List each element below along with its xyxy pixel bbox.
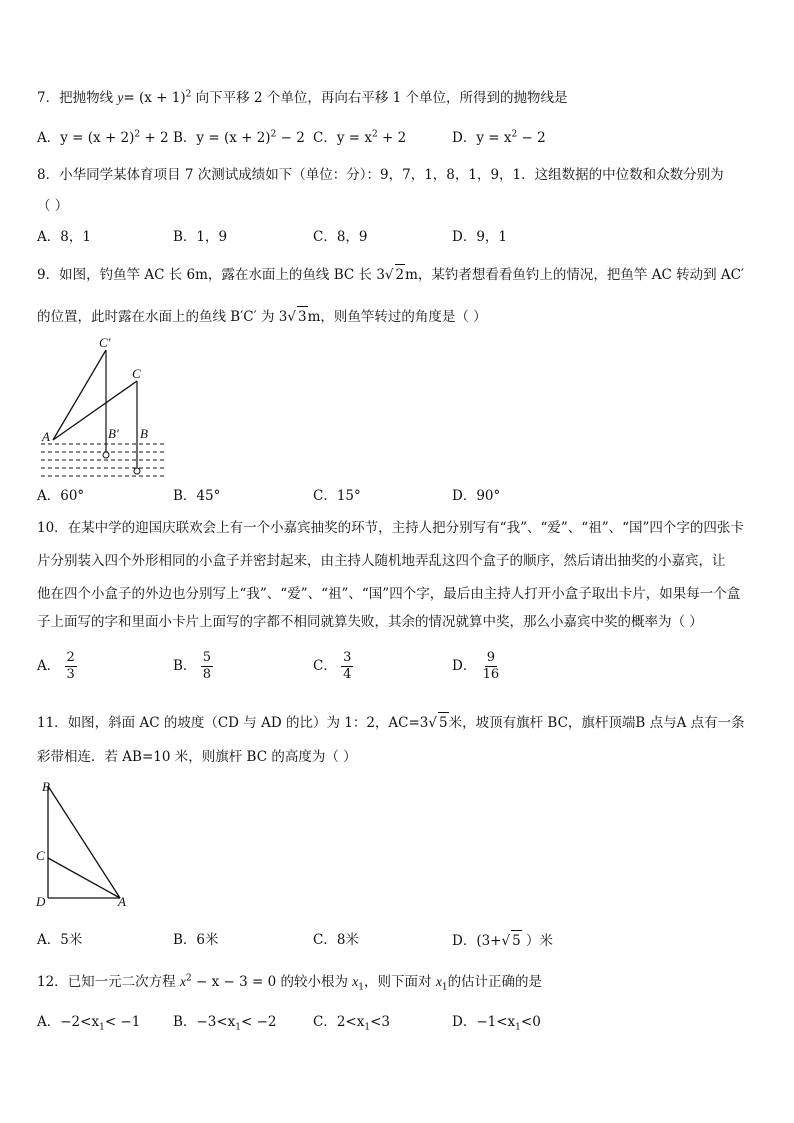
q11-stem-line1: 11．如图，斜面 AC 的坡度（CD 与 AD 的比）为 1：2，AC=3√ 5米，坡顶有旗杆 BC，旗杆顶端B 点与A 点有一条 — [37, 712, 745, 733]
sqrt-symbol: √ 5 — [428, 712, 448, 733]
q9-stem-line1: 9．如图，钓鱼竿 AC 长 6m，露在水面上的鱼线 BC 长 3√ 2m，某钓者想看看鱼钓上的情况，把鱼竿 AC 转动到 AC′ — [37, 264, 744, 285]
q7-option-a[interactable]: A．$y = (x + 2)^2 + 2$ — [37, 129, 169, 146]
q10-stem-line3: 他在四个小盒子的外边也分别写上“我”、“爱”、“祖”、“国”四个字，最后由主持人打开小盒子取出卡片，如果每一个盒 — [37, 586, 741, 602]
q10-option-a[interactable]: A． $\frac{2}{3}$ — [37, 650, 75, 682]
sqrt-symbol: √ 5 — [502, 930, 522, 951]
q12-option-c[interactable]: C．$2<x_1<3$ — [313, 1014, 390, 1033]
q10-stem-line2: 片分别装入四个外形相同的小盒子并密封起来，由主持人随机地弄乱这四个盒子的顺序，然后请出抽奖的小嘉宾，让 — [37, 553, 726, 569]
q8-option-b[interactable]: B．1，9 — [173, 229, 228, 245]
hook-b-prime — [103, 452, 109, 458]
q12-stem: 12．已知一元二次方程 $x^2 - x - 3 = 0$ 的较小根为 $x_1$，则下面对 $x_1$的估计正确的是 — [37, 973, 543, 993]
q11-flagpole-figure — [34, 776, 134, 908]
q11-stem-line2: 彩带相连．若 AB=10 米，则旗杆 BC 的高度为（ ） — [37, 749, 357, 765]
label-b-prime: B′ — [108, 426, 119, 441]
q11-option-a[interactable]: A．5米 — [37, 932, 83, 948]
label-c-prime: C′ — [99, 335, 111, 350]
q9-option-d[interactable]: D．90° — [452, 488, 501, 504]
q8-option-c[interactable]: C．8，9 — [313, 229, 368, 245]
q8-stem: 8．小华同学某体育项目 7 次测试成绩如下（单位：分）：9，7，1，8，1，9，1．这组数据的中位数和众数分别为 — [37, 167, 724, 183]
q8-option-a[interactable]: A．8，1 — [37, 229, 91, 245]
q11-option-c[interactable]: C．8米 — [313, 932, 359, 948]
sqrt-symbol: √ 3 — [287, 306, 307, 327]
q8-option-d[interactable]: D．9，1 — [452, 229, 508, 245]
q9-stem-line2: 的位置，此时露在水面上的鱼线 B′C′ 为 3√ 3m，则鱼竿转过的角度是（ ） — [37, 306, 487, 327]
q10-option-c[interactable]: C． $\frac{3}{4}$ — [313, 650, 352, 682]
q9-option-c[interactable]: C．15° — [313, 488, 361, 504]
line-ca — [48, 858, 120, 898]
q7-option-c[interactable]: C．$y = x^2 + 2$ — [313, 129, 407, 146]
q10-stem-line1: 10．在某中学的迎国庆联欢会上有一个小嘉宾抽奖的环节，主持人把分别写有“我”、“爱”、“祖”、“国”四个字的四张卡 — [37, 520, 744, 536]
label-c: C — [132, 366, 141, 381]
q7-option-b[interactable]: B．$y = (x + 2)^2 - 2$ — [173, 129, 305, 146]
line-ba — [48, 786, 120, 898]
q9-fishing-rod-figure — [37, 334, 177, 482]
hook-b — [134, 468, 140, 474]
label-b: B — [42, 779, 50, 794]
rod-ac-prime — [53, 350, 106, 440]
q9-option-a[interactable]: A．60° — [37, 488, 85, 504]
q11-option-d[interactable]: D．(3+√ 5 ）米 — [452, 930, 553, 951]
label-a: A — [118, 894, 126, 908]
q12-option-a[interactable]: A．$-2<x_1< -1$ — [37, 1014, 141, 1033]
fraction: $\frac{3}{4}$ — [343, 650, 352, 682]
q10-option-b[interactable]: B． $\frac{5}{8}$ — [173, 650, 211, 682]
q7-option-d[interactable]: D．$y = x^2 - 2$ — [452, 129, 546, 146]
label-d: D — [36, 894, 46, 908]
fraction: $\frac{5}{8}$ — [202, 650, 211, 682]
label-b: B — [140, 426, 148, 441]
q10-stem-line4: 子上面写的字和里面小卡片上面写的字都不相同就算失败，其余的情况就算中奖，那么小嘉宾中奖的概率为（ ） — [37, 614, 703, 630]
label-c: C — [36, 848, 45, 863]
q7-stem: 7．把抛物线 $y= (x + 1)^2$ 向下平移 2 个单位，再向右平移 1 个单位，所得到的抛物线是 — [37, 89, 568, 106]
fraction: $\frac{2}{3}$ — [66, 650, 75, 682]
q9-option-b[interactable]: B．45° — [173, 488, 221, 504]
q12-option-d[interactable]: D．$-1<x_1<0$ — [452, 1014, 541, 1033]
rod-ac — [53, 381, 137, 440]
q8-paren: （ ） — [37, 198, 69, 214]
sqrt-symbol: √ 2 — [385, 264, 405, 285]
q12-option-b[interactable]: B．$-3<x_1< -2$ — [173, 1014, 277, 1033]
q10-option-d[interactable]: D． $\frac{9}{16}$ — [452, 650, 500, 682]
label-a: A — [42, 429, 50, 444]
q11-option-b[interactable]: B．6米 — [173, 932, 219, 948]
fraction: $\frac{9}{16}$ — [482, 650, 500, 682]
